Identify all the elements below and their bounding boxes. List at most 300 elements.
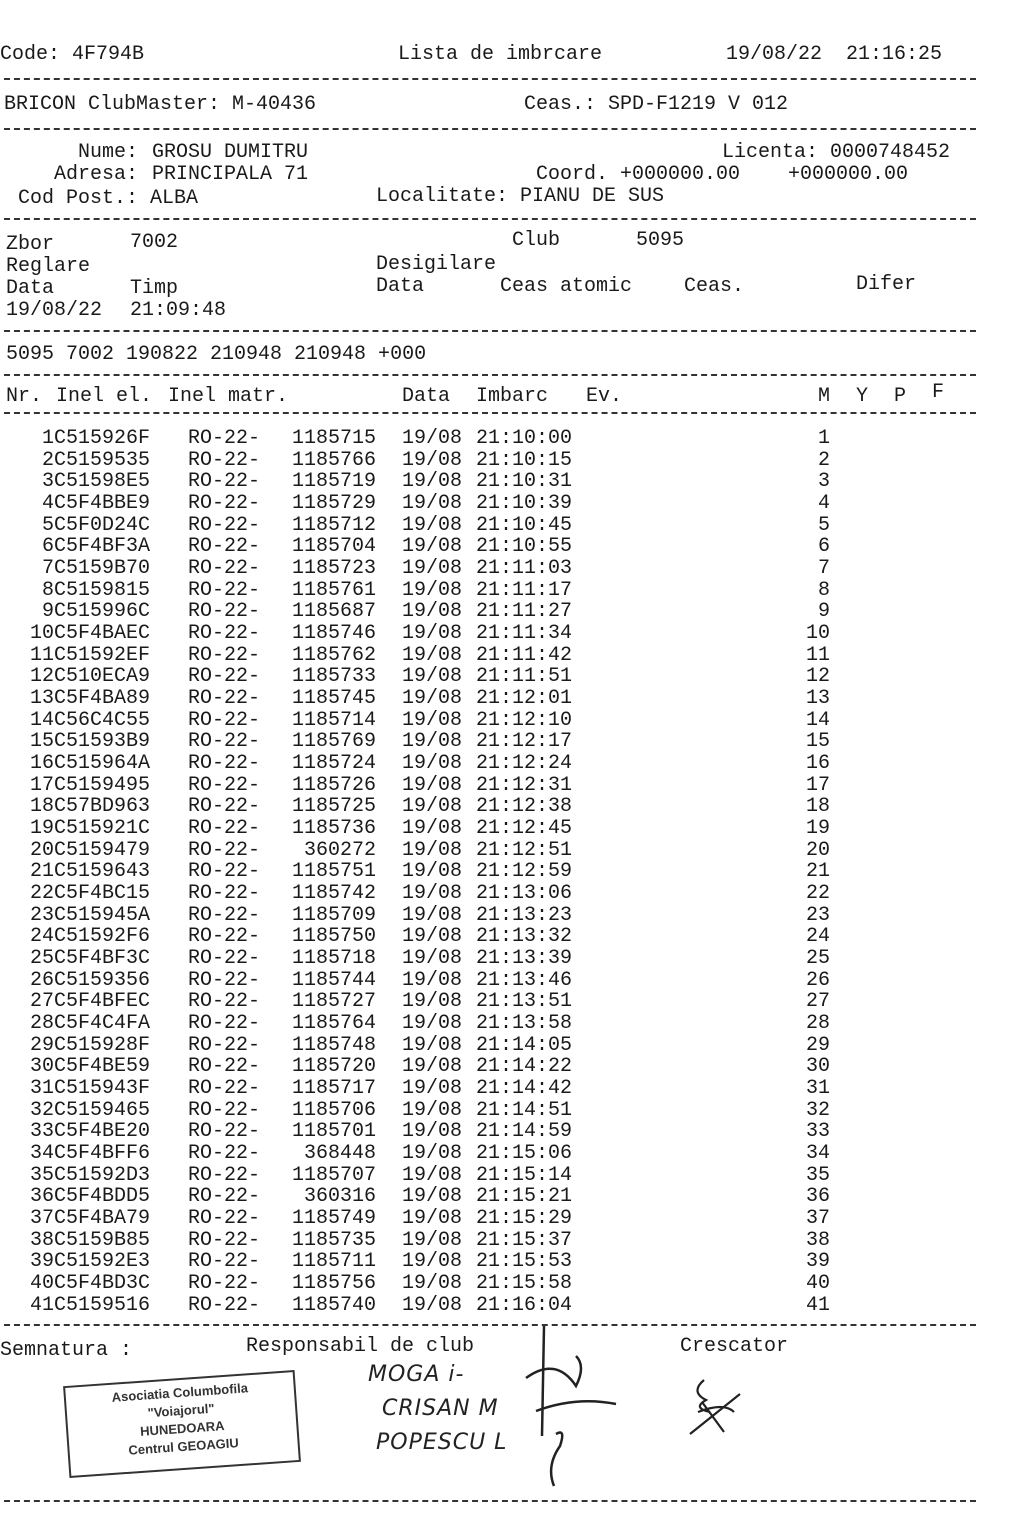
row-m: 25	[805, 947, 830, 971]
adresa-label: Adresa:	[54, 163, 139, 186]
row-ro: RO-22-	[188, 1207, 261, 1231]
row-date: 19/08	[402, 990, 463, 1014]
reglare-label: Reglare	[6, 255, 91, 278]
row-inel-matr: 1185720	[291, 1055, 376, 1079]
row-m: 12	[805, 665, 830, 689]
row-date: 19/08	[402, 1012, 463, 1036]
row-nr: 18	[29, 795, 54, 819]
row-inel-matr: 1185736	[291, 817, 376, 841]
row-m: 5	[817, 513, 830, 537]
table-row	[0, 515, 1024, 537]
row-ro: RO-22-	[188, 1142, 261, 1166]
row-nr: 1	[41, 427, 54, 450]
row-m: 33	[805, 1120, 830, 1144]
row-nr: 8	[41, 578, 54, 602]
table-row	[0, 536, 1024, 558]
row-inel-el: C5159643	[54, 860, 151, 884]
table-row	[0, 861, 1024, 883]
ceas-col-label: Ceas.	[684, 275, 745, 298]
reglare-time: 21:09:48	[130, 299, 227, 322]
row-date: 19/08	[402, 600, 463, 624]
owner-address: PRINCIPALA 71	[152, 163, 309, 186]
row-date: 19/08	[402, 665, 463, 689]
table-row	[0, 493, 1024, 515]
row-time: 21:12:38	[476, 795, 573, 819]
table-row	[0, 1165, 1024, 1187]
row-m: 38	[805, 1228, 830, 1252]
row-date: 19/08	[402, 1033, 463, 1057]
row-ro: RO-22-	[188, 1293, 261, 1317]
row-m: 3	[817, 470, 830, 494]
row-date: 19/08	[402, 1055, 463, 1079]
row-time: 21:13:58	[476, 1012, 573, 1036]
row-inel-matr: 1185717	[291, 1077, 376, 1101]
row-inel-matr: 1185725	[291, 795, 376, 819]
row-m: 2	[817, 448, 830, 472]
col-y: Y	[856, 385, 869, 408]
row-time: 21:11:42	[476, 643, 573, 667]
row-time: 21:15:21	[476, 1185, 573, 1209]
row-ro: RO-22-	[188, 1033, 261, 1057]
row-nr: 10	[29, 622, 54, 646]
data-label: Data	[6, 277, 55, 300]
row-date: 19/08	[402, 752, 463, 776]
row-ro: RO-22-	[188, 990, 261, 1014]
licenta-value: Licenta: 0000748452	[722, 141, 951, 164]
row-inel-el: C5F4BE59	[54, 1055, 151, 1079]
row-ro: RO-22-	[188, 1250, 261, 1274]
row-time: 21:12:01	[476, 687, 573, 711]
table-row	[0, 1100, 1024, 1122]
row-ro: RO-22-	[188, 1055, 261, 1079]
row-ro: RO-22-	[188, 470, 261, 494]
club-stamp	[63, 1370, 301, 1478]
row-inel-el: C51598E5	[54, 470, 151, 494]
table-row	[0, 666, 1024, 688]
table-header	[0, 381, 1024, 408]
table-row	[0, 753, 1024, 775]
row-m: 6	[817, 535, 830, 559]
row-nr: 19	[29, 817, 54, 841]
row-m: 36	[805, 1185, 830, 1209]
row-ro: RO-22-	[188, 1228, 261, 1252]
row-nr: 32	[29, 1098, 54, 1122]
col-ev: Ev.	[586, 385, 623, 408]
table-row	[0, 450, 1024, 472]
row-inel-el: C5F4BBE9	[54, 492, 151, 515]
row-date: 19/08	[402, 448, 463, 472]
zbor-label: Zbor	[6, 233, 55, 256]
row-nr: 41	[29, 1293, 54, 1317]
divider	[4, 1500, 976, 1502]
ceas-atomic-label: Ceas atomic	[500, 275, 633, 298]
row-nr: 34	[29, 1142, 54, 1166]
row-nr: 27	[29, 990, 54, 1014]
row-ro: RO-22-	[188, 903, 261, 927]
row-inel-el: C51592F6	[54, 925, 151, 949]
row-inel-matr: 360272	[303, 838, 376, 862]
row-date: 19/08	[402, 1163, 463, 1187]
crescator-label: Crescator	[680, 1335, 789, 1358]
row-inel-el: C515964A	[54, 752, 151, 776]
table-row	[0, 1078, 1024, 1100]
row-inel-el: C5159B70	[54, 557, 151, 581]
table-row	[0, 1251, 1024, 1273]
row-ro: RO-22-	[188, 492, 261, 515]
row-ro: RO-22-	[188, 1120, 261, 1144]
row-nr: 37	[29, 1207, 54, 1231]
row-inel-el: C5159495	[54, 773, 151, 797]
row-nr: 33	[29, 1120, 54, 1144]
row-time: 21:14:51	[476, 1098, 573, 1122]
row-inel-matr: 1185749	[291, 1207, 376, 1231]
row-nr: 22	[29, 882, 54, 906]
row-date: 19/08	[402, 427, 463, 450]
row-inel-matr: 360316	[303, 1185, 376, 1209]
row-inel-matr: 1185707	[291, 1163, 376, 1187]
col-f: F	[932, 381, 945, 404]
row-time: 21:10:31	[476, 470, 573, 494]
col-inel-matr: Inel matr.	[168, 385, 289, 408]
row-inel-el: C56C4C55	[54, 708, 151, 732]
row-date: 19/08	[402, 1142, 463, 1166]
row-inel-el: C515996C	[54, 600, 151, 624]
row-inel-matr: 1185746	[291, 622, 376, 646]
stamp-line: "Voiajorul"	[147, 1400, 215, 1421]
row-time: 21:14:22	[476, 1055, 573, 1079]
row-date: 19/08	[402, 687, 463, 711]
row-ro: RO-22-	[188, 427, 261, 450]
document-title: Lista de imbrcare	[398, 43, 603, 66]
table-row	[0, 905, 1024, 927]
row-date: 19/08	[402, 947, 463, 971]
divider	[4, 128, 976, 130]
row-m: 27	[805, 990, 830, 1014]
row-inel-matr: 1185764	[291, 1012, 376, 1036]
row-ro: RO-22-	[188, 578, 261, 602]
stamp-line: Centrul GEOAGIU	[127, 1435, 240, 1458]
clubmaster-label: BRICON ClubMaster: M-40436	[4, 93, 317, 116]
table-row	[0, 1143, 1024, 1165]
row-time: 21:10:45	[476, 513, 573, 537]
row-m: 16	[805, 752, 830, 776]
row-inel-el: C5F4BC15	[54, 882, 151, 906]
row-time: 21:11:34	[476, 622, 573, 646]
row-time: 21:15:06	[476, 1142, 573, 1166]
row-inel-matr: 1185762	[291, 643, 376, 667]
row-inel-el: C51592E3	[54, 1250, 151, 1274]
row-inel-matr: 1185750	[291, 925, 376, 949]
signature-crisan: CRISAN M	[382, 1396, 499, 1421]
club-label: Club	[512, 229, 561, 252]
row-nr: 9	[41, 600, 54, 624]
row-inel-el: C5F4C4FA	[54, 1012, 151, 1036]
row-time: 21:11:27	[476, 600, 573, 624]
row-date: 19/08	[402, 1293, 463, 1317]
row-inel-matr: 1185687	[291, 600, 376, 624]
row-m: 26	[805, 968, 830, 992]
row-m: 28	[805, 1012, 830, 1036]
row-date: 19/08	[402, 470, 463, 494]
owner-name: GROSU DUMITRU	[152, 141, 309, 164]
row-inel-matr: 1185742	[291, 882, 376, 906]
row-m: 32	[805, 1098, 830, 1122]
row-ro: RO-22-	[188, 448, 261, 472]
table-row	[0, 796, 1024, 818]
row-inel-matr: 1185766	[291, 448, 376, 472]
divider	[4, 78, 976, 80]
row-m: 9	[817, 600, 830, 624]
table-row	[0, 710, 1024, 732]
row-nr: 23	[29, 903, 54, 927]
row-inel-el: C5F4BDD5	[54, 1185, 151, 1209]
divider	[4, 412, 976, 414]
row-inel-el: C5159356	[54, 968, 151, 992]
row-date: 19/08	[402, 968, 463, 992]
table-row	[0, 1273, 1024, 1295]
row-nr: 11	[29, 643, 54, 667]
row-ro: RO-22-	[188, 947, 261, 971]
row-inel-matr: 1185704	[291, 535, 376, 559]
row-inel-el: C5F4BA89	[54, 687, 151, 711]
divider	[4, 1324, 976, 1326]
row-m: 14	[805, 708, 830, 732]
zbor-value: 7002	[130, 231, 179, 254]
row-m: 37	[805, 1207, 830, 1231]
row-nr: 15	[29, 730, 54, 754]
row-date: 19/08	[402, 838, 463, 862]
row-inel-el: C515943F	[54, 1077, 151, 1101]
row-inel-el: C5F4BE20	[54, 1120, 151, 1144]
table-row	[0, 883, 1024, 905]
row-time: 21:13:51	[476, 990, 573, 1014]
row-inel-matr: 1185769	[291, 730, 376, 754]
table-row	[0, 601, 1024, 623]
row-date: 19/08	[402, 925, 463, 949]
row-time: 21:13:06	[476, 882, 573, 906]
row-inel-matr: 1185729	[291, 492, 376, 515]
row-nr: 20	[29, 838, 54, 862]
stamp-line: HUNEDOARA	[139, 1418, 225, 1439]
row-ro: RO-22-	[188, 882, 261, 906]
row-ro: RO-22-	[188, 665, 261, 689]
row-inel-matr: 1185748	[291, 1033, 376, 1057]
data2-label: Data	[376, 275, 425, 298]
row-inel-matr: 1185751	[291, 860, 376, 884]
table-row	[0, 840, 1024, 862]
row-date: 19/08	[402, 730, 463, 754]
row-nr: 6	[41, 535, 54, 559]
row-date: 19/08	[402, 1077, 463, 1101]
row-date: 19/08	[402, 1250, 463, 1274]
row-nr: 38	[29, 1228, 54, 1252]
code-label: Code: 4F794B	[0, 43, 145, 66]
row-nr: 25	[29, 947, 54, 971]
row-nr: 30	[29, 1055, 54, 1079]
row-inel-matr: 368448	[303, 1142, 376, 1166]
row-nr: 16	[29, 752, 54, 776]
row-ro: RO-22-	[188, 643, 261, 667]
table-row	[0, 558, 1024, 580]
table-row	[0, 1230, 1024, 1252]
row-m: 17	[805, 773, 830, 797]
table-row	[0, 1208, 1024, 1230]
row-ro: RO-22-	[188, 600, 261, 624]
row-time: 21:13:39	[476, 947, 573, 971]
row-inel-matr: 1185718	[291, 947, 376, 971]
print-datetime: 19/08/22 21:16:25	[726, 43, 943, 66]
row-inel-matr: 1185727	[291, 990, 376, 1014]
row-inel-matr: 1185744	[291, 968, 376, 992]
localitate-value: Localitate: PIANU DE SUS	[376, 185, 665, 208]
row-inel-el: C515921C	[54, 817, 151, 841]
row-time: 21:12:31	[476, 773, 573, 797]
table-row	[0, 1035, 1024, 1057]
row-inel-el: C515945A	[54, 903, 151, 927]
row-ro: RO-22-	[188, 838, 261, 862]
row-nr: 31	[29, 1077, 54, 1101]
row-m: 15	[805, 730, 830, 754]
table-row	[0, 1186, 1024, 1208]
row-ro: RO-22-	[188, 535, 261, 559]
row-inel-matr: 1185719	[291, 470, 376, 494]
row-nr: 35	[29, 1163, 54, 1187]
row-date: 19/08	[402, 535, 463, 559]
row-time: 21:14:59	[476, 1120, 573, 1144]
row-time: 21:13:46	[476, 968, 573, 992]
col-data: Data	[402, 385, 451, 408]
row-time: 21:15:14	[476, 1163, 573, 1187]
row-m: 41	[805, 1293, 830, 1317]
signature-scribble	[516, 1316, 636, 1496]
row-time: 21:13:32	[476, 925, 573, 949]
row-m: 20	[805, 838, 830, 862]
row-inel-matr: 1185706	[291, 1098, 376, 1122]
row-ro: RO-22-	[188, 622, 261, 646]
row-inel-matr: 1185712	[291, 513, 376, 537]
row-time: 21:16:04	[476, 1293, 573, 1317]
row-m: 21	[805, 860, 830, 884]
row-ro: RO-22-	[188, 860, 261, 884]
table-row	[0, 1056, 1024, 1078]
row-nr: 5	[41, 513, 54, 537]
row-inel-matr: 1185756	[291, 1272, 376, 1296]
row-inel-matr: 1185701	[291, 1120, 376, 1144]
row-ro: RO-22-	[188, 1077, 261, 1101]
summary-line: 5095 7002 190822 210948 210948 +000	[6, 343, 427, 366]
row-date: 19/08	[402, 643, 463, 667]
row-inel-matr: 1185726	[291, 773, 376, 797]
row-date: 19/08	[402, 578, 463, 602]
table-row	[0, 471, 1024, 493]
row-inel-matr: 1185724	[291, 752, 376, 776]
row-inel-el: C5159B85	[54, 1228, 151, 1252]
row-m: 30	[805, 1055, 830, 1079]
row-ro: RO-22-	[188, 687, 261, 711]
row-ro: RO-22-	[188, 773, 261, 797]
row-inel-matr: 1185714	[291, 708, 376, 732]
row-m: 24	[805, 925, 830, 949]
row-nr: 24	[29, 925, 54, 949]
row-m: 1	[817, 427, 830, 450]
row-m: 8	[817, 578, 830, 602]
row-time: 21:13:23	[476, 903, 573, 927]
row-inel-el: C5159535	[54, 448, 151, 472]
row-time: 21:12:59	[476, 860, 573, 884]
row-nr: 40	[29, 1272, 54, 1296]
responsabil-label: Responsabil de club	[246, 1335, 475, 1358]
row-m: 4	[817, 492, 830, 515]
row-nr: 13	[29, 687, 54, 711]
codpost-value: Cod Post.: ALBA	[18, 187, 199, 210]
row-date: 19/08	[402, 882, 463, 906]
row-time: 21:10:15	[476, 448, 573, 472]
table-row	[0, 1295, 1024, 1317]
row-date: 19/08	[402, 817, 463, 841]
row-ro: RO-22-	[188, 752, 261, 776]
row-inel-matr: 1185723	[291, 557, 376, 581]
row-inel-el: C5159465	[54, 1098, 151, 1122]
row-m: 19	[805, 817, 830, 841]
row-time: 21:12:17	[476, 730, 573, 754]
col-nr: Nr.	[6, 385, 43, 408]
table-row	[0, 623, 1024, 645]
row-nr: 21	[29, 860, 54, 884]
row-ro: RO-22-	[188, 1272, 261, 1296]
table-row	[0, 775, 1024, 797]
row-ro: RO-22-	[188, 730, 261, 754]
row-ro: RO-22-	[188, 557, 261, 581]
row-m: 11	[805, 643, 830, 667]
table-row	[0, 645, 1024, 667]
row-m: 22	[805, 882, 830, 906]
row-time: 21:14:05	[476, 1033, 573, 1057]
row-nr: 28	[29, 1012, 54, 1036]
table-row	[0, 580, 1024, 602]
row-time: 21:10:55	[476, 535, 573, 559]
col-m: M	[818, 385, 831, 408]
row-inel-el: C5F4BD3C	[54, 1272, 151, 1296]
divider	[4, 218, 976, 220]
row-inel-el: C510ECA9	[54, 665, 151, 689]
row-date: 19/08	[402, 492, 463, 515]
row-nr: 39	[29, 1250, 54, 1274]
row-time: 21:12:51	[476, 838, 573, 862]
row-inel-el: C5F4BF3C	[54, 947, 151, 971]
row-date: 19/08	[402, 795, 463, 819]
row-inel-el: C51593B9	[54, 730, 151, 754]
table-row	[0, 991, 1024, 1013]
row-m: 29	[805, 1033, 830, 1057]
row-ro: RO-22-	[188, 795, 261, 819]
table-row	[0, 1013, 1024, 1035]
row-date: 19/08	[402, 1207, 463, 1231]
row-date: 19/08	[402, 1098, 463, 1122]
col-inel-el: Inel el.	[56, 385, 153, 408]
ceas-label: Ceas.: SPD-F1219 V 012	[524, 93, 789, 116]
row-date: 19/08	[402, 557, 463, 581]
table-row	[0, 818, 1024, 840]
row-inel-el: C51592D3	[54, 1163, 151, 1187]
signature-moga: MOGA i-	[368, 1362, 465, 1387]
table-row	[0, 428, 1024, 450]
difer-label: Difer	[856, 273, 917, 296]
col-imbarc: Imbarc	[476, 385, 549, 408]
row-ro: RO-22-	[188, 513, 261, 537]
row-ro: RO-22-	[188, 817, 261, 841]
col-p: P	[894, 385, 907, 408]
row-nr: 3	[41, 470, 54, 494]
